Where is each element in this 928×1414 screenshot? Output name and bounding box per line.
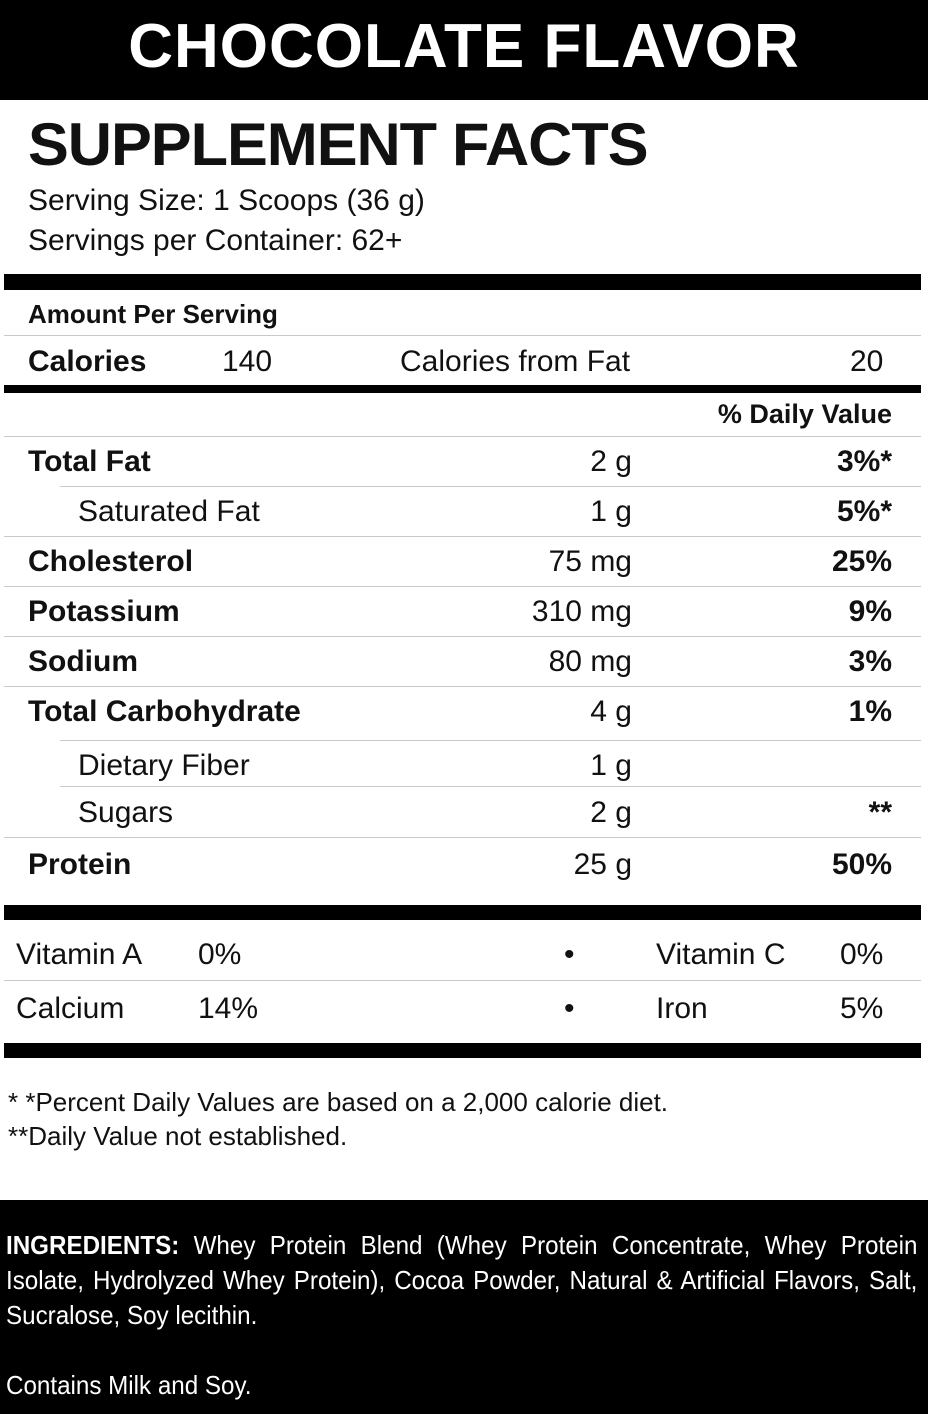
- nutrient-amount: 80 mg: [548, 645, 632, 678]
- nutrient-amount: 310 mg: [531, 595, 632, 628]
- vitamin-name: Vitamin A: [16, 938, 143, 971]
- divider: [4, 980, 921, 981]
- nutrient-name: Protein: [28, 848, 132, 881]
- nutrient-amount: 2 g: [590, 796, 632, 829]
- daily-value-header: % Daily Value: [717, 399, 892, 429]
- divider: [4, 837, 921, 838]
- nutrient-name: Sugars: [78, 796, 174, 829]
- divider: [4, 686, 921, 687]
- nutrient-amount: 75 mg: [548, 545, 632, 578]
- footnote-not-established: **Daily Value not established.: [8, 1121, 348, 1151]
- vitamin-value: 0%: [840, 938, 884, 971]
- nutrient-name: Dietary Fiber: [78, 749, 250, 782]
- serving-size: Serving Size: 1 Scoops (36 g): [28, 184, 425, 217]
- nutrient-amount: 1 g: [590, 495, 632, 528]
- nutrient-name: Potassium: [28, 595, 180, 628]
- allergen-statement: Contains Milk and Soy.: [6, 1370, 252, 1400]
- divider: [4, 536, 921, 537]
- nutrient-amount: 4 g: [590, 695, 632, 728]
- nutrient-amount: 25 g: [573, 848, 632, 881]
- nutrient-name: Cholesterol: [28, 545, 194, 578]
- nutrient-daily-value: 9%: [848, 595, 892, 628]
- thick-divider: [4, 905, 921, 920]
- nutrient-name: Total Carbohydrate: [28, 695, 301, 728]
- nutrient-daily-value: 50%: [831, 848, 892, 881]
- divider: [60, 740, 921, 741]
- divider: [60, 786, 921, 787]
- ingredients-list: Whey Protein Blend (Whey Protein Concentrate, Whey Protein Isolate, Hydrolyzed Whey Protein), Cocoa Powder, Natural & Artificial Flavors, Salt, Sucralose, Soy lecithin.: [6, 1230, 918, 1330]
- vitamin-name: Vitamin C: [656, 938, 786, 971]
- vitamin-value: 14%: [198, 992, 259, 1025]
- amount-per-serving-label: Amount Per Serving: [28, 299, 278, 329]
- calories-from-fat-label: Calories from Fat: [400, 345, 631, 378]
- nutrient-amount: 2 g: [590, 445, 632, 478]
- vitamin-value: 0%: [198, 938, 242, 971]
- divider: [4, 586, 921, 587]
- nutrient-daily-value: 25%: [831, 545, 892, 578]
- separator-bullet: •: [564, 938, 575, 971]
- servings-per-container: Servings per Container: 62+: [28, 224, 403, 257]
- nutrient-daily-value: 1%: [848, 695, 892, 728]
- divider: [4, 335, 921, 336]
- flavor-title: CHOCOLATE FLAVOR: [128, 12, 800, 81]
- footnote-daily-values: * *Percent Daily Values are based on a 2,000 calorie diet.: [8, 1087, 669, 1117]
- divider: [4, 436, 921, 437]
- calories-value: 140: [222, 345, 273, 378]
- supplement-facts-title: SUPPLEMENT FACTS: [28, 111, 648, 178]
- ingredients-label: INGREDIENTS:: [6, 1230, 180, 1260]
- nutrient-name: Total Fat: [28, 445, 151, 478]
- nutrient-daily-value: 5%*: [836, 495, 892, 528]
- vitamin-name: Iron: [656, 992, 708, 1025]
- calories-from-fat-value: 20: [850, 345, 884, 378]
- vitamin-value: 5%: [840, 992, 884, 1025]
- ingredients-text: [6, 1228, 917, 1333]
- divider: [60, 486, 921, 487]
- nutrient-name: Sodium: [28, 645, 138, 678]
- thick-divider: [4, 274, 921, 290]
- vitamin-name: Calcium: [16, 992, 125, 1025]
- nutrient-daily-value: 3%*: [836, 445, 892, 478]
- nutrient-daily-value: 3%: [848, 645, 892, 678]
- nutrient-amount: 1 g: [590, 749, 632, 782]
- nutrient-daily-value: **: [868, 796, 892, 829]
- medium-divider: [4, 385, 921, 393]
- calories-label: Calories: [28, 345, 147, 378]
- nutrient-name: Saturated Fat: [78, 495, 260, 528]
- divider: [4, 636, 921, 637]
- thick-divider: [4, 1043, 921, 1058]
- separator-bullet: •: [564, 992, 575, 1025]
